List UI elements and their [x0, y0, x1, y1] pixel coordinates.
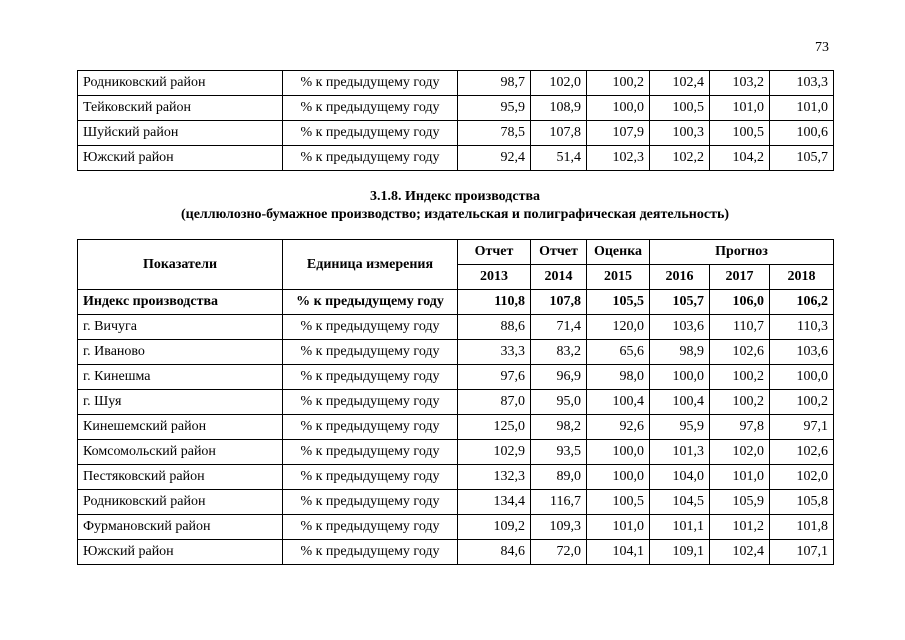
value-cell: 83,2	[531, 340, 587, 365]
row-unit: % к предыдущему году	[283, 340, 458, 365]
row-unit: % к предыдущему году	[283, 440, 458, 465]
table-row	[78, 365, 834, 390]
value-cell: 71,4	[531, 315, 587, 340]
value-cell: 102,9	[458, 440, 531, 465]
table-row	[78, 440, 834, 465]
table-row	[78, 290, 834, 315]
row-label: Родниковский район	[78, 490, 283, 515]
value-cell: 103,2	[710, 71, 770, 96]
value-cell: 110,7	[710, 315, 770, 340]
value-cell: 102,2	[650, 146, 710, 171]
value-cell: 102,0	[770, 465, 834, 490]
row-unit: % к предыдущему году	[283, 121, 458, 146]
value-cell: 101,2	[710, 515, 770, 540]
table-row	[78, 540, 834, 565]
production-index-table	[77, 239, 834, 565]
value-cell: 102,6	[710, 340, 770, 365]
value-cell: 100,4	[587, 390, 650, 415]
value-cell: 109,1	[650, 540, 710, 565]
table-row	[78, 315, 834, 340]
row-label: г. Вичуга	[78, 315, 283, 340]
row-unit: % к предыдущему году	[283, 390, 458, 415]
table-row	[78, 71, 834, 96]
value-cell: 110,3	[770, 315, 834, 340]
table-row	[78, 415, 834, 440]
value-cell: 72,0	[531, 540, 587, 565]
value-cell: 33,3	[458, 340, 531, 365]
value-cell: 98,2	[531, 415, 587, 440]
value-cell: 108,9	[531, 96, 587, 121]
value-cell: 98,9	[650, 340, 710, 365]
table-row	[78, 121, 834, 146]
value-cell: 103,6	[770, 340, 834, 365]
table-row	[78, 146, 834, 171]
section-title: 3.1.8. Индекс производства	[369, 189, 541, 204]
value-cell: 100,6	[770, 121, 834, 146]
value-cell: 100,0	[587, 440, 650, 465]
value-cell: 101,0	[770, 96, 834, 121]
value-cell: 100,5	[710, 121, 770, 146]
row-label: Тейковский район	[78, 96, 283, 121]
value-cell: 110,8	[458, 290, 531, 315]
value-cell: 95,9	[650, 415, 710, 440]
value-cell: 100,2	[770, 390, 834, 415]
value-cell: 98,0	[587, 365, 650, 390]
value-cell: 51,4	[531, 146, 587, 171]
value-cell: 102,0	[710, 440, 770, 465]
value-cell: 100,5	[587, 490, 650, 515]
row-label: Шуйский район	[78, 121, 283, 146]
value-cell: 100,2	[587, 71, 650, 96]
value-cell: 107,1	[770, 540, 834, 565]
value-cell: 104,2	[710, 146, 770, 171]
value-cell: 105,9	[710, 490, 770, 515]
value-cell: 103,6	[650, 315, 710, 340]
value-cell: 88,6	[458, 315, 531, 340]
row-unit: % к предыдущему году	[283, 540, 458, 565]
value-cell: 109,3	[531, 515, 587, 540]
value-cell: 101,1	[650, 515, 710, 540]
value-cell: 101,0	[587, 515, 650, 540]
row-label: г. Кинешма	[78, 365, 283, 390]
value-cell: 96,9	[531, 365, 587, 390]
header-unit: Единица измерения	[283, 240, 458, 290]
row-unit: % к предыдущему году	[283, 315, 458, 340]
row-label: г. Иваново	[78, 340, 283, 365]
table-row	[78, 465, 834, 490]
value-cell: 97,6	[458, 365, 531, 390]
value-cell: 92,6	[587, 415, 650, 440]
row-label: Комсомольский район	[78, 440, 283, 465]
value-cell: 101,0	[710, 96, 770, 121]
value-cell: 65,6	[587, 340, 650, 365]
value-cell: 105,7	[650, 290, 710, 315]
value-cell: 98,7	[458, 71, 531, 96]
table-row	[78, 96, 834, 121]
header-year: 2014	[531, 265, 587, 290]
header-estimate: Оценка	[587, 240, 650, 265]
header-year: 2018	[770, 265, 834, 290]
value-cell: 102,6	[770, 440, 834, 465]
table-row	[78, 490, 834, 515]
value-cell: 104,5	[650, 490, 710, 515]
value-cell: 106,0	[710, 290, 770, 315]
value-cell: 100,0	[650, 365, 710, 390]
value-cell: 97,8	[710, 415, 770, 440]
table-row	[78, 515, 834, 540]
value-cell: 93,5	[531, 440, 587, 465]
section-subtitle: (целлюлозно-бумажное производство; издательская и полиграфическая деятельность)	[180, 207, 730, 222]
value-cell: 95,0	[531, 390, 587, 415]
value-cell: 100,0	[770, 365, 834, 390]
row-label: Кинешемский район	[78, 415, 283, 440]
header-forecast: Прогноз	[650, 240, 834, 265]
row-unit: % к предыдущему году	[283, 490, 458, 515]
row-unit: % к предыдущему году	[283, 515, 458, 540]
value-cell: 100,2	[710, 365, 770, 390]
value-cell: 95,9	[458, 96, 531, 121]
header-year: 2013	[458, 265, 531, 290]
value-cell: 100,5	[650, 96, 710, 121]
value-cell: 105,7	[770, 146, 834, 171]
row-unit: % к предыдущему году	[283, 365, 458, 390]
value-cell: 107,8	[531, 121, 587, 146]
value-cell: 100,4	[650, 390, 710, 415]
value-cell: 100,2	[710, 390, 770, 415]
header-report-2013: Отчет	[458, 240, 531, 265]
value-cell: 92,4	[458, 146, 531, 171]
value-cell: 104,1	[587, 540, 650, 565]
row-label: Южский район	[78, 146, 283, 171]
row-unit: % к предыдущему году	[283, 146, 458, 171]
value-cell: 97,1	[770, 415, 834, 440]
value-cell: 134,4	[458, 490, 531, 515]
row-label: г. Шуя	[78, 390, 283, 415]
value-cell: 109,2	[458, 515, 531, 540]
value-cell: 107,9	[587, 121, 650, 146]
value-cell: 102,3	[587, 146, 650, 171]
value-cell: 87,0	[458, 390, 531, 415]
row-label: Индекс производства	[78, 290, 283, 315]
row-unit: % к предыдущему году	[283, 290, 458, 315]
value-cell: 100,0	[587, 465, 650, 490]
value-cell: 101,0	[710, 465, 770, 490]
row-label: Южский район	[78, 540, 283, 565]
row-unit: % к предыдущему году	[283, 71, 458, 96]
value-cell: 103,3	[770, 71, 834, 96]
value-cell: 89,0	[531, 465, 587, 490]
value-cell: 105,5	[587, 290, 650, 315]
value-cell: 104,0	[650, 465, 710, 490]
value-cell: 102,0	[531, 71, 587, 96]
value-cell: 101,3	[650, 440, 710, 465]
value-cell: 102,4	[710, 540, 770, 565]
header-year: 2015	[587, 265, 650, 290]
value-cell: 116,7	[531, 490, 587, 515]
table-row	[78, 340, 834, 365]
continued-table	[77, 70, 834, 171]
value-cell: 125,0	[458, 415, 531, 440]
value-cell: 106,2	[770, 290, 834, 315]
value-cell: 100,3	[650, 121, 710, 146]
header-indicators: Показатели	[78, 240, 283, 290]
value-cell: 120,0	[587, 315, 650, 340]
header-year: 2017	[710, 265, 770, 290]
value-cell: 132,3	[458, 465, 531, 490]
value-cell: 84,6	[458, 540, 531, 565]
header-report-2014: Отчет	[531, 240, 587, 265]
row-label: Родниковский район	[78, 71, 283, 96]
value-cell: 102,4	[650, 71, 710, 96]
value-cell: 107,8	[531, 290, 587, 315]
row-unit: % к предыдущему году	[283, 465, 458, 490]
row-label: Фурмановский район	[78, 515, 283, 540]
row-unit: % к предыдущему году	[283, 415, 458, 440]
value-cell: 101,8	[770, 515, 834, 540]
table-row	[78, 390, 834, 415]
value-cell: 100,0	[587, 96, 650, 121]
value-cell: 78,5	[458, 121, 531, 146]
row-label: Пестяковский район	[78, 465, 283, 490]
row-unit: % к предыдущему году	[283, 96, 458, 121]
header-year: 2016	[650, 265, 710, 290]
page-number: 73	[815, 40, 829, 55]
value-cell: 105,8	[770, 490, 834, 515]
